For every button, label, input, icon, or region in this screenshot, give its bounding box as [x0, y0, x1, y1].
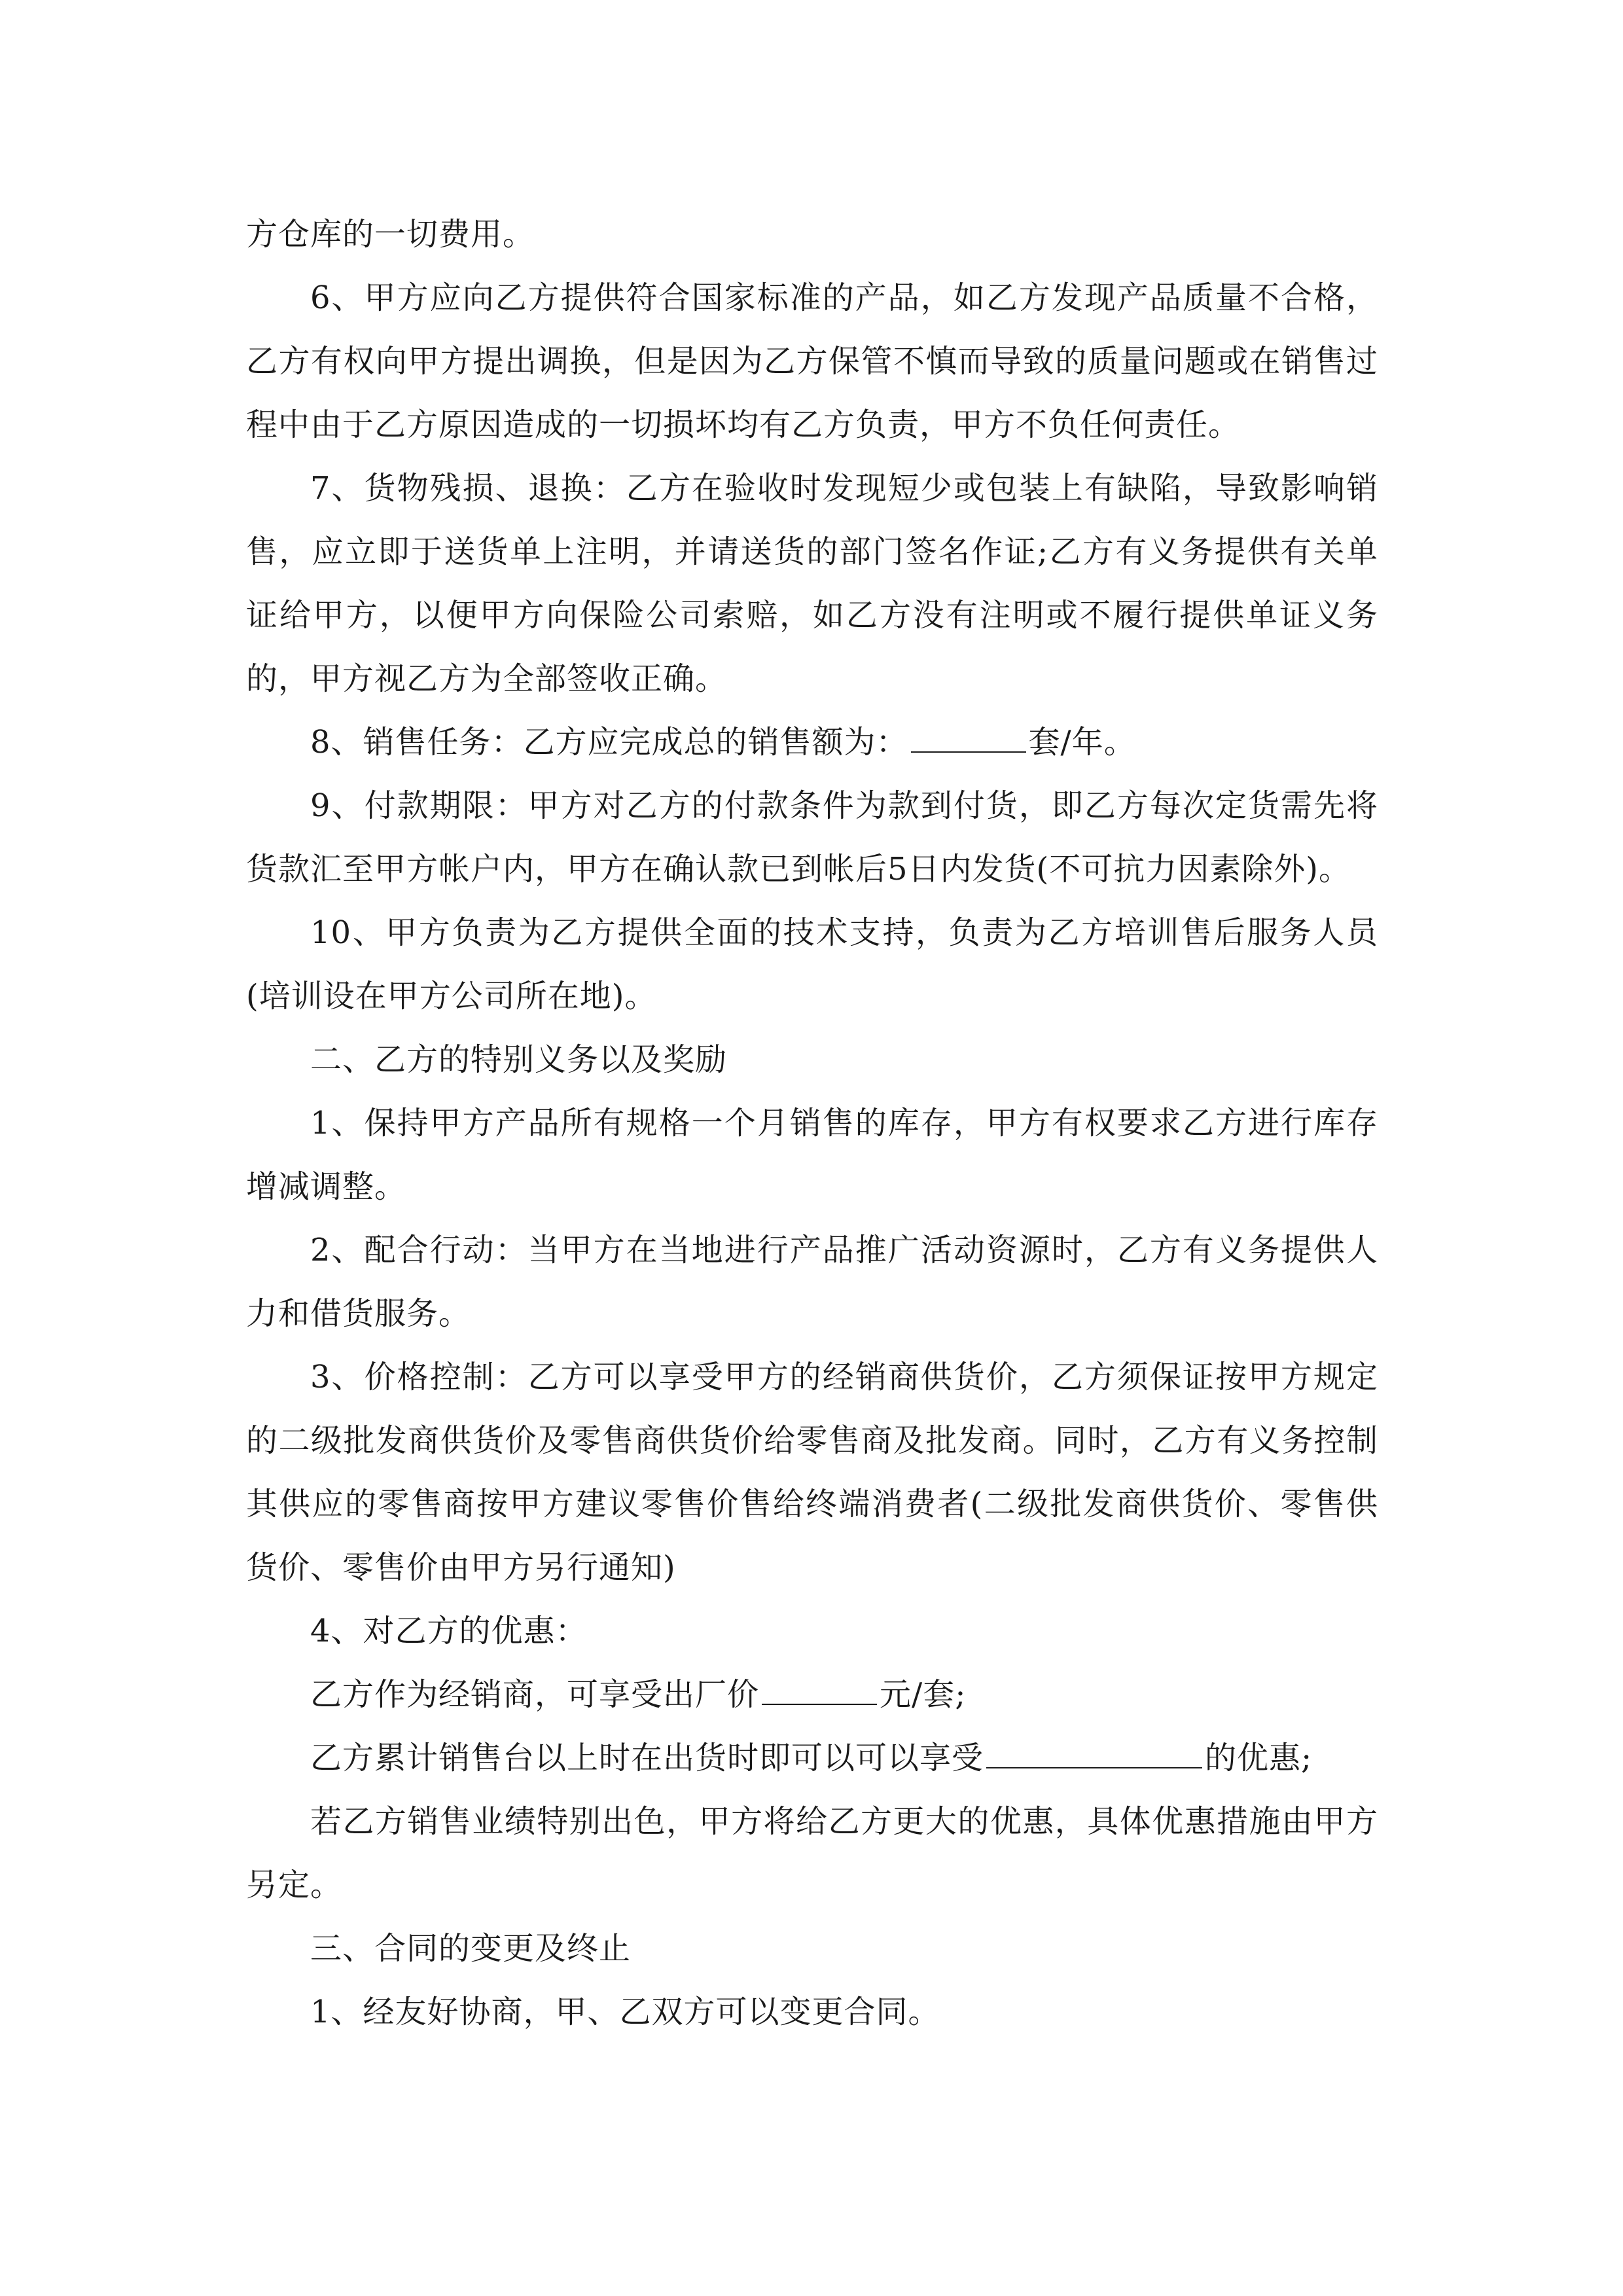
paragraph-section2-1: 1、保持甲方产品所有规格一个月销售的库存，甲方有权要求乙方进行库存增减调整。 — [246, 1105, 1378, 1205]
paragraph-cumulative-discount — [246, 1727, 1378, 1790]
section-heading-3: 三、合同的变更及终止 — [310, 1930, 632, 1967]
factory-price-unit: 元/套; — [880, 1676, 967, 1713]
paragraph-clause-9: 9、付款期限：甲方对乙方的付款条件为款到付货，即乙方每次定货需先将货款汇至甲方帐户内，甲方在确认款已到帐后5日内发货(不可抗力因素除外)。 — [246, 787, 1378, 888]
factory-price-blank — [762, 1677, 877, 1705]
factory-price-text: 乙方作为经销商，可享受出厂价 — [310, 1676, 760, 1713]
paragraph-extra-discount: 若乙方销售业绩特别出色，甲方将给乙方更大的优惠，具体优惠措施由甲方另定。 — [246, 1803, 1378, 1903]
paragraph-clause-6: 6、甲方应向乙方提供符合国家标准的产品，如乙方发现产品质量不合格，乙方有权向甲方提出调换，但是因为乙方保管不慎而导致的质量问题或在销售过程中由于乙方原因造成的一切损坏均有乙方负责，甲方不负任何责任。 — [246, 279, 1378, 443]
paragraph-clause-7: 7、货物残损、退换：乙方在验收时发现短少或包装上有缺陷，导致影响销售，应立即于送货单上注明，并请送货的部门签名作证;乙方有义务提供有关单证给甲方，以便甲方向保险公司索赔，如乙方没有注明或不履行提供单证义务的，甲方视乙方为全部签收正确。 — [246, 470, 1378, 697]
section-heading-2: 二、乙方的特别义务以及奖励 — [310, 1041, 728, 1078]
paragraph-section2-3: 3、价格控制：乙方可以享受甲方的经销商供货价，乙方须保证按甲方规定的二级批发商供货价及零售商供货价给零售商及批发商。同时，乙方有义务控制其供应的零售商按甲方建议零售价售给终端消费者(二级批发商供货价、零售供货价、零售价由甲方另行通知) — [246, 1359, 1378, 1586]
paragraph-factory-price — [246, 1663, 1378, 1727]
paragraph-clause-8 — [246, 711, 1378, 774]
cumulative-discount-end: 的优惠; — [1205, 1740, 1313, 1776]
paragraph-section3-1: 1、经友好协商，甲、乙双方可以变更合同。 — [310, 1994, 940, 2030]
clause-8-unit: 套/年。 — [1028, 724, 1136, 761]
paragraph-section2-4: 4、对乙方的优惠： — [310, 1613, 588, 1649]
discount-blank — [986, 1741, 1202, 1768]
clause-8-text: 8、销售任务：乙方应完成总的销售额为： — [310, 724, 908, 761]
cumulative-discount-text: 乙方累计销售台以上时在出货时即可以可以享受 — [310, 1740, 984, 1776]
document-body — [246, 203, 1378, 2044]
sales-target-blank — [911, 725, 1026, 753]
paragraph-section2-2: 2、配合行动：当甲方在当地进行产品推广活动资源时，乙方有义务提供人力和借货服务。 — [246, 1232, 1378, 1332]
paragraph: 方仓库的一切费用。 — [246, 216, 535, 253]
paragraph-clause-10: 10、甲方负责为乙方提供全面的技术支持，负责为乙方培训售后服务人员(培训设在甲方公司所在地)。 — [246, 914, 1378, 1014]
